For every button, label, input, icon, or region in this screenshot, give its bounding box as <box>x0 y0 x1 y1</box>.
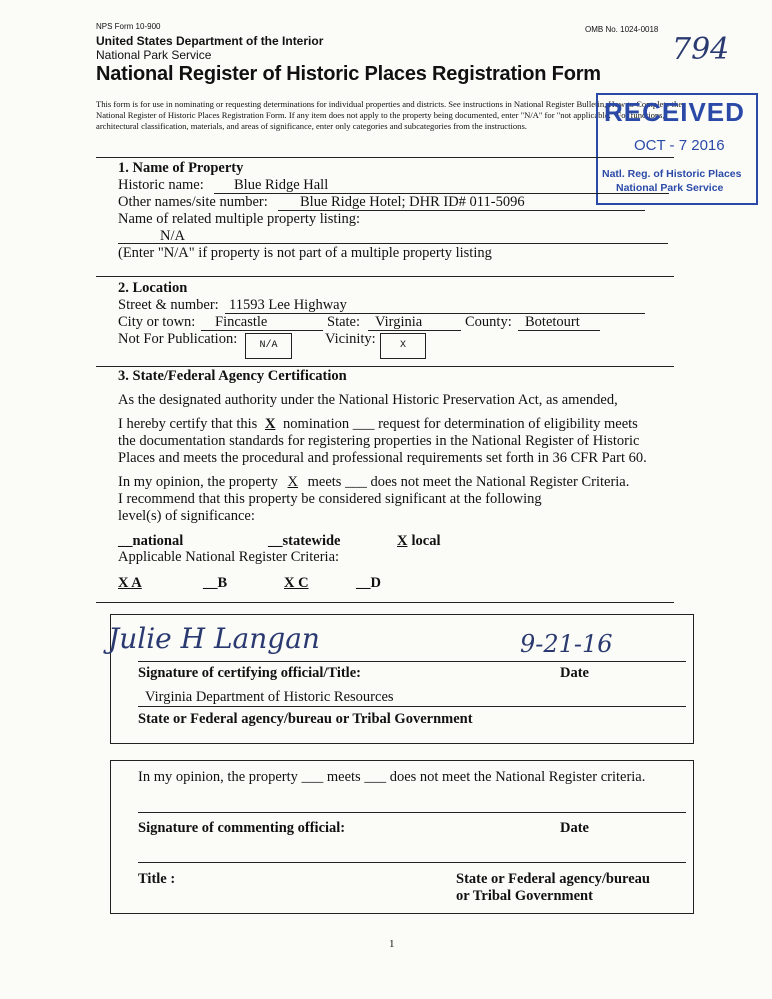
authority-statement: As the designated authority under the National Historic Preservation Act, as amended, <box>118 392 618 408</box>
not-for-publication-box[interactable]: N/A <box>245 333 292 359</box>
commenting-title-label: Title : <box>138 871 176 887</box>
criteria-b: __B <box>203 575 228 591</box>
stamp-line-2: National Park Service <box>616 182 724 194</box>
intro-paragraph: This form is for use in nominating or requesting determinations for individual properties and districts. See instructions in National Register Bulletin, How to Complete the National Register of Historic Places Registration Form. If any item does not apply to the property being documented, enter "N/A" for "not applicable." For functions, architectural classification, materials, and areas of significance, enter only categories and subcategories from the instructions. <box>96 99 683 131</box>
historic-name-label: Historic name: <box>118 177 204 193</box>
commenting-signature-label: Signature of commenting official: <box>138 820 346 836</box>
criteria-label: Applicable National Register Criteria: <box>118 549 340 565</box>
city-label: City or town: <box>118 314 196 330</box>
form-number: NPS Form 10-900 <box>96 22 161 31</box>
section-1-title: 1. Name of Property <box>118 160 244 176</box>
opinion-line-3: level(s) of significance: <box>118 508 255 524</box>
city-value: Fincastle <box>215 314 268 330</box>
certify-line-3: Places and meets the procedural and professional requirements set forth in 36 CFR Part 60. <box>118 450 647 466</box>
page-number: 1 <box>389 938 395 950</box>
stamp-received-text: RECEIVED <box>604 97 745 127</box>
criteria-d: __D <box>356 575 381 591</box>
street-value: 11593 Lee Highway <box>229 297 347 313</box>
opinion-prefix: In my opinion, the property <box>118 474 278 490</box>
certifying-agency-label: State or Federal agency/bureau or Tribal Government <box>138 711 473 727</box>
state-value: Virginia <box>375 314 423 330</box>
certifying-signature-label: Signature of certifying official/Title: <box>138 665 361 681</box>
opinion-meets-x: X <box>287 474 298 490</box>
department-name: United States Department of the Interior <box>96 34 324 48</box>
page-title: National Register of Historic Places Registration Form <box>96 63 601 85</box>
multiple-listing-value: N/A <box>160 228 185 244</box>
section-3-title: 3. State/Federal Agency Certification <box>118 368 347 384</box>
stamp-line-1: Natl. Reg. of Historic Places <box>602 168 742 180</box>
vicinity-box[interactable]: X <box>380 333 426 359</box>
not-for-publication-label: Not For Publication: <box>118 331 238 347</box>
certifying-date-value: 9-21-16 <box>520 630 613 658</box>
opinion-suffix: meets ___ does not meet the National Register Criteria. <box>307 474 630 490</box>
certify-suffix: nomination ___ request for determination of eligibility meets <box>283 416 638 432</box>
level-statewide: __statewide <box>268 533 341 549</box>
criteria-c: X C <box>284 575 309 591</box>
multiple-listing-note: (Enter "N/A" if property is not part of a multiple property listing <box>118 245 492 261</box>
level-national: __national <box>118 533 184 549</box>
commenting-opinion: In my opinion, the property ___ meets ___ does not meet the National Register criteria. <box>138 769 646 785</box>
certifying-signature: Julie H Langan <box>108 622 320 655</box>
service-name: National Park Service <box>96 48 212 62</box>
street-label: Street & number: <box>118 297 219 313</box>
certify-line-2: the documentation standards for registering properties in the National Register of Historic <box>118 433 640 449</box>
vicinity-label: Vicinity: <box>325 331 376 347</box>
county-value: Botetourt <box>525 314 580 330</box>
other-names-label: Other names/site number: <box>118 194 268 210</box>
opinion-line-1 <box>118 474 629 491</box>
level-local-x: X <box>397 533 408 549</box>
criteria-a: X A <box>118 575 142 591</box>
historic-name-value: Blue Ridge Hall <box>234 177 329 193</box>
certify-nomination-x: X <box>264 416 276 432</box>
level-local <box>393 533 440 550</box>
section-2-title: 2. Location <box>118 280 188 296</box>
certify-prefix: I hereby certify that this <box>118 416 258 432</box>
certifying-date-label: Date <box>560 665 589 681</box>
omb-number: OMB No. 1024-0018 <box>585 25 659 34</box>
commenting-agency-label-2: or Tribal Government <box>456 888 593 904</box>
county-label: County: <box>465 314 512 330</box>
opinion-line-2: I recommend that this property be considered significant at the following <box>118 491 542 507</box>
certify-line-1 <box>118 416 638 433</box>
commenting-agency-label-1: State or Federal agency/bureau <box>456 871 650 887</box>
certifying-agency-value: Virginia Department of Historic Resources <box>145 689 394 705</box>
received-stamp <box>596 93 758 205</box>
other-names-value: Blue Ridge Hotel; DHR ID# 011-5096 <box>300 194 525 210</box>
multiple-listing-label: Name of related multiple property listing: <box>118 211 361 227</box>
level-local-label: local <box>411 533 441 549</box>
commenting-date-label: Date <box>560 820 589 836</box>
stamp-date: OCT - 7 2016 <box>634 137 725 154</box>
handwritten-reference-number: 794 <box>672 32 730 67</box>
state-label: State: <box>327 314 361 330</box>
